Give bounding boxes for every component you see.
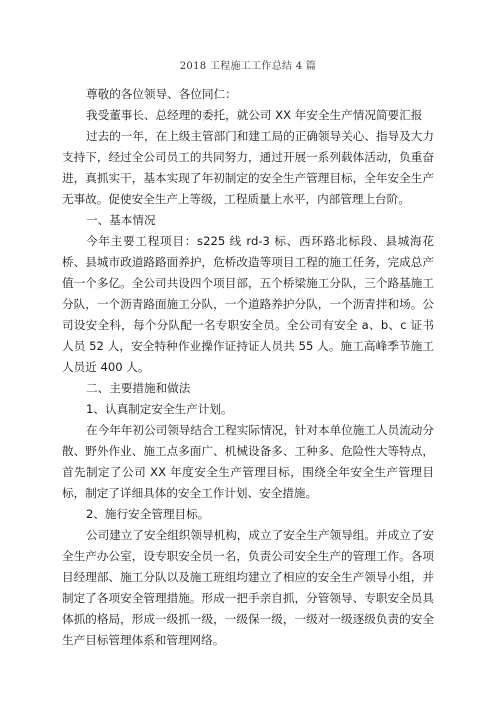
greeting-paragraph: 尊敬的各位领导、各位同仁： <box>86 87 237 101</box>
intro-paragraph: 我受董事长、总经理的委托，就公司 XX 年安全生产情况简要汇报 <box>86 108 423 122</box>
targets-paragraph: 公司建立了安全组织领导机构，成立了安全生产领导组。并成立了安全生产办公室，设专职安全员一名，负责公司安全生产的管理工作。各项目经理部、施工分队以及施工班组均建立了相应的安全生产领导小组，并制定了各项安全管理措施。形成一把手亲自抓，分管领导、专职安全员具体抓的格局，形成一级抓一级，一级保一级，一级对一级逐级负责的安全生产目标管理体系和管理网络。 <box>62 528 434 647</box>
section-heading-basic: 一、基本情况 <box>86 213 156 227</box>
document-title: 2018 工程施工工作总结 4 篇 <box>179 61 317 72</box>
document-body <box>62 84 434 651</box>
subheading-plan: 1、认真制定安全生产计划。 <box>86 402 233 416</box>
basic-info-paragraph: 今年主要工程项目：s225 线 rd-3 标、西环路北标段、县城海花桥、县城市政道路路面养护，危桥改造等项目工程的施工任务，完成总产值一个多亿。全公司共设四个项目部，五个桥梁施工分队，三个路基施工分队，一个沥青路面施工分队，一个道路养护分队，一个沥青拌和场。公司设安全科，每个分队配一名专职安全员。全公司有安全 a、b、c 证书人员 52 人，安全特种作业操作证持证人员共 55 人。施工高峰季节施工人员近 400 人。 <box>62 234 434 374</box>
subheading-targets: 2、施行安全管理目标。 <box>86 507 210 521</box>
summary-paragraph: 过去的一年，在上级主管部门和建工局的正确领导关心、指导及大力支持下，经过全公司员工的共同努力，通过开展一系列载体活动，负重奋进，真抓实干，基本实现了年初制定的安全生产管理目标，全年安全生产无事故。促使安全生产上等级，工程质量上水平，内部管理上台阶。 <box>62 129 434 206</box>
section-heading-measures: 二、主要措施和做法 <box>86 381 191 395</box>
plan-paragraph: 在今年年初公司领导结合工程实际情况，针对本单位施工人员流动分散、野外作业、施工点多面广、机械设备多、工种多、危险性大等特点，首先制定了公司 XX 年度安全生产管理目标，围绕全年安全生产管理目标，制定了详细具体的安全工作计划、安全措施。 <box>62 423 434 500</box>
